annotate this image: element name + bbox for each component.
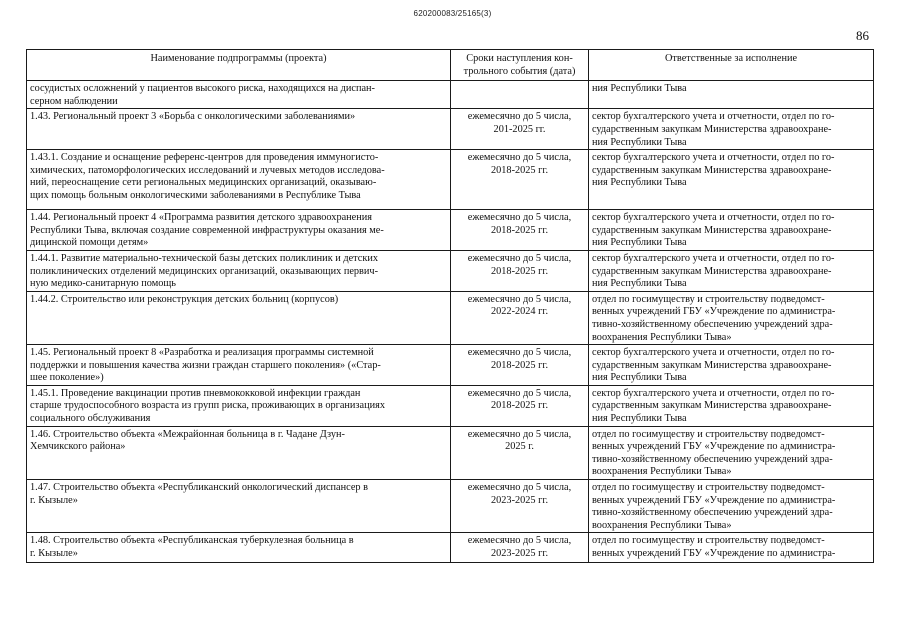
responsible-cell: отдел по госимуществу и строительству подведомст- венных учреждений ГБУ «Учреждение по администра- тивно-хозяйственному обеспечению учреждений здра- воохранения Республики Тыва» (589, 480, 874, 533)
deadline-cell: ежемесячно до 5 числа, 2018-2025 гг. (451, 385, 589, 426)
deadline-cell: ежемесячно до 5 числа, 2018-2025 гг. (451, 210, 589, 251)
column-header-name: Наименование подпрограммы (проекта) (27, 50, 451, 81)
task-name-cell: 1.44.1. Развитие материально-технической базы детских поликлиник и детских поликлинических отделений медицинских организаций, оказывающих первич- ную медико-санитарную помощь (27, 250, 451, 291)
table-row (27, 81, 874, 109)
task-name-cell: 1.45. Региональный проект 8 «Разработка и реализация программы системной поддержки и повышения качества жизни граждан старшего поколения» («Стар- шее поколение») (27, 345, 451, 386)
responsible-cell: сектор бухгалтерского учета и отчетности, отдел по го- сударственным закупкам Министерства здравоохране- ния Республики Тыва (589, 385, 874, 426)
document-code: 620200083/25165(3) (413, 9, 492, 18)
table-body (27, 81, 874, 563)
table-row (27, 250, 874, 291)
deadline-cell: ежемесячно до 5 числа, 2023-2025 гг. (451, 480, 589, 533)
table-row (27, 385, 874, 426)
table-row (27, 109, 874, 150)
deadline-cell (451, 81, 589, 109)
program-table (26, 49, 874, 563)
deadline-cell: ежемесячно до 5 числа, 2022-2024 гг. (451, 291, 589, 344)
deadline-cell: ежемесячно до 5 числа, 2018-2025 гг. (451, 345, 589, 386)
task-name-cell: 1.43. Региональный проект 3 «Борьба с онкологическими заболеваниями» (27, 109, 451, 150)
task-name-cell: 1.48. Строительство объекта «Республиканская туберкулезная больница в г. Кызыле» (27, 533, 451, 563)
column-header-responsible: Ответственные за исполнение (589, 50, 874, 81)
page-number: 86 (856, 28, 869, 43)
table-row (27, 150, 874, 210)
table-row (27, 291, 874, 344)
task-name-cell: 1.45.1. Проведение вакцинации против пневмококковой инфекции граждан старше трудоспособного возраста из групп риска, проживающих в организациях социального обслуживания (27, 385, 451, 426)
table-header-row (27, 50, 874, 81)
responsible-cell: ния Республики Тыва (589, 81, 874, 109)
responsible-cell: сектор бухгалтерского учета и отчетности, отдел по го- сударственным закупкам Министерства здравоохране- ния Республики Тыва (589, 109, 874, 150)
task-name-cell: 1.47. Строительство объекта «Республиканский онкологический диспансер в г. Кызыле» (27, 480, 451, 533)
deadline-cell: ежемесячно до 5 числа, 2023-2025 гг. (451, 533, 589, 563)
deadline-cell: ежемесячно до 5 числа, 2025 г. (451, 426, 589, 479)
table-row (27, 345, 874, 386)
responsible-cell: отдел по госимуществу и строительству подведомст- венных учреждений ГБУ «Учреждение по администра- тивно-хозяйственному обеспечению учреждений здра- воохранения Республики Тыва» (589, 291, 874, 344)
table-row (27, 210, 874, 251)
task-name-cell: сосудистых осложнений у пациентов высокого риска, находящихся на диспан- серном наблюдении (27, 81, 451, 109)
responsible-cell: отдел по госимуществу и строительству подведомст- венных учреждений ГБУ «Учреждение по администра- (589, 533, 874, 563)
table-header (27, 50, 874, 81)
task-name-cell: 1.44. Региональный проект 4 «Программа развития детского здравоохранения Республики Тыва, включая создание современной инфраструктуры оказания ме- дицинской помощи детям» (27, 210, 451, 251)
responsible-cell: сектор бухгалтерского учета и отчетности, отдел по го- сударственным закупкам Министерства здравоохране- ния Республики Тыва (589, 250, 874, 291)
table-row (27, 426, 874, 479)
deadline-cell: ежемесячно до 5 числа, 2018-2025 гг. (451, 250, 589, 291)
task-name-cell: 1.46. Строительство объекта «Межрайонная больница в г. Чадане Дзун- Хемчикского района» (27, 426, 451, 479)
table-row (27, 533, 874, 563)
responsible-cell: сектор бухгалтерского учета и отчетности, отдел по го- сударственным закупкам Министерства здравоохране- ния Республики Тыва (589, 210, 874, 251)
responsible-cell: сектор бухгалтерского учета и отчетности, отдел по го- сударственным закупкам Министерства здравоохране- ния Республики Тыва (589, 150, 874, 210)
deadline-cell: ежемесячно до 5 числа, 201-2025 гг. (451, 109, 589, 150)
task-name-cell: 1.43.1. Создание и оснащение референс-центров для проведения иммуногисто- химических, патоморфологических исследований и лучевых методов исследова- ний, переоснащение сети региональных медицинских организаций, оказываю- щих помощь больным онкологическими заболеваниями в Республике Тыва (27, 150, 451, 210)
responsible-cell: отдел по госимуществу и строительству подведомст- венных учреждений ГБУ «Учреждение по администра- тивно-хозяйственному обеспечению учреждений здра- воохранения Республики Тыва» (589, 426, 874, 479)
deadline-cell: ежемесячно до 5 числа, 2018-2025 гг. (451, 150, 589, 210)
responsible-cell: сектор бухгалтерского учета и отчетности, отдел по го- сударственным закупкам Министерства здравоохране- ния Республики Тыва (589, 345, 874, 386)
column-header-period: Сроки наступления кон- трольного события (дата) (451, 50, 589, 81)
task-name-cell: 1.44.2. Строительство или реконструкция детских больниц (корпусов) (27, 291, 451, 344)
table-row (27, 480, 874, 533)
